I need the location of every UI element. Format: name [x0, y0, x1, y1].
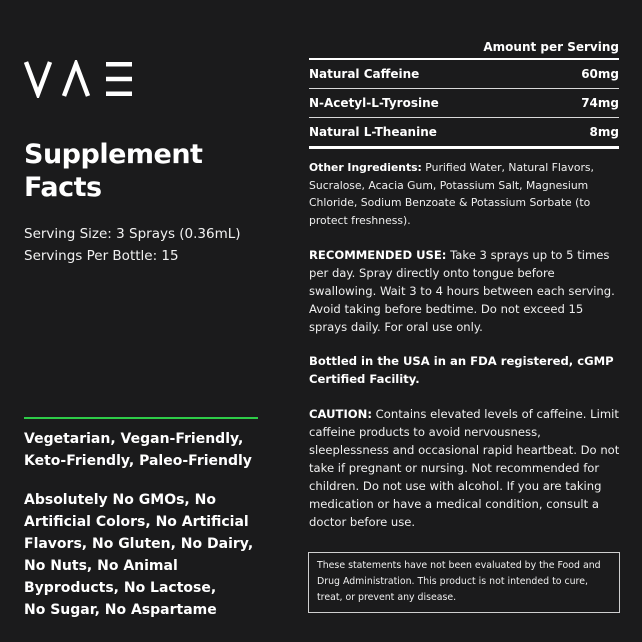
- ingredient-name: Natural Caffeine: [309, 67, 420, 81]
- ingredient-name: N-Acetyl-L-Tyrosine: [309, 96, 439, 110]
- other-ingredients-label: Other Ingredients:: [309, 161, 422, 174]
- free-from-line: Artificial Colors, No Artificial: [24, 514, 249, 530]
- facts-row: [309, 60, 619, 89]
- facts-table: [309, 37, 619, 149]
- bottled-statement: Bottled in the USA in an FDA registered, cGMP Certified Facility.: [309, 354, 614, 386]
- caution-text: Contains elevated levels of caffeine. Limit caffeine products to avoid nervousness, sleeplessness and occasional rapid heartbeat. Do not take if pregnant or nursing. Not recommended for children. Do not use with alcohol. If you are taking medication or have a medical condition, consult a doctor before use.: [309, 407, 620, 529]
- servings-per-bottle: Servings Per Bottle: 15: [24, 248, 179, 264]
- fda-disclaimer-text: These statements have not been evaluated by the Food and Drug Administration. This product is not intended to cure, treat, or prevent any disease.: [317, 560, 601, 603]
- fda-disclaimer-box: [308, 552, 620, 613]
- other-ingredients: [309, 159, 621, 229]
- free-from-line: Flavors, No Gluten, No Dairy,: [24, 536, 254, 552]
- serving-size: Serving Size: 3 Sprays (0.36mL): [24, 226, 241, 242]
- recommended-use-text: Take 3 sprays up to 5 times per day. Spray directly onto tongue before swallowing. Wait 3 to 4 hours between each serving. Avoid taking before bedtime. Do not exceed 15 sprays daily. For oral use only.: [309, 248, 615, 334]
- vae-logo: [24, 60, 134, 98]
- title-line-2: Facts: [24, 172, 102, 203]
- ingredient-name: Natural L-Theanine: [309, 125, 437, 139]
- serving-info: [24, 223, 241, 267]
- ingredient-amount: 60mg: [581, 67, 619, 81]
- facts-header: Amount per Serving: [309, 37, 619, 60]
- caution-statement: [309, 405, 621, 531]
- free-from-line: Absolutely No GMOs, No: [24, 492, 216, 508]
- free-from-line: No Nuts, No Animal: [24, 558, 178, 574]
- page-title: [24, 138, 202, 204]
- diet-claims: [24, 428, 274, 472]
- title-line-1: Supplement: [24, 139, 203, 170]
- free-from-line: Byproducts, No Lactose,: [24, 580, 217, 596]
- recommended-use: [309, 246, 621, 336]
- ingredient-amount: 8mg: [589, 125, 619, 139]
- caution-label: CAUTION:: [309, 407, 372, 421]
- accent-divider: [24, 417, 258, 419]
- recommended-use-label: RECOMMENDED USE:: [309, 248, 447, 262]
- free-from-claims: [24, 489, 264, 621]
- diet-claim-line: Vegetarian, Vegan-Friendly,: [24, 431, 244, 447]
- other-ingredients-text: Purified Water, Natural Flavors, Sucralose, Acacia Gum, Potassium Salt, Magnesium Chloride, Sodium Benzoate & Potassium Sorbate (to protect freshness).: [309, 161, 594, 227]
- free-from-line: No Sugar, No Aspartame: [24, 602, 217, 618]
- diet-claim-line: Keto-Friendly, Paleo-Friendly: [24, 453, 252, 469]
- facts-row: [309, 118, 619, 149]
- ingredient-amount: 74mg: [581, 96, 619, 110]
- facts-row: [309, 89, 619, 118]
